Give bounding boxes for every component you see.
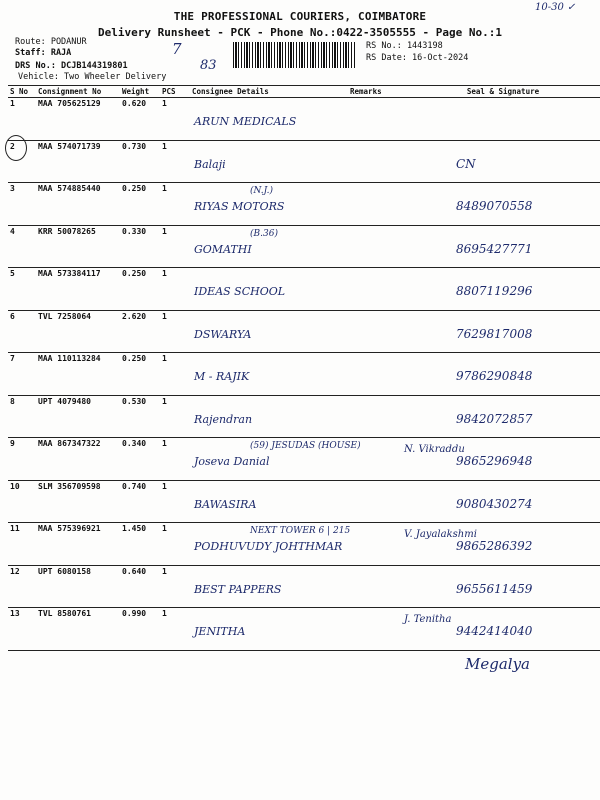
runsheet-subtitle: Delivery Runsheet - PCK - Phone No.:0422-3505555 - Page No.:1 bbox=[98, 26, 502, 39]
row-consignee-cell bbox=[190, 268, 348, 311]
rs-date: RS Date: 16-Oct-2024 bbox=[366, 53, 469, 63]
row-consignment-no: TVL 8580761 bbox=[36, 608, 120, 651]
recipient-signature: V. Jayalakshmi bbox=[404, 529, 477, 540]
row-weight: 1.450 bbox=[120, 523, 160, 566]
row-consignee-cell bbox=[190, 565, 348, 608]
table-row bbox=[8, 310, 600, 353]
row-remarks bbox=[348, 565, 396, 608]
row-consignee-cell bbox=[190, 353, 348, 396]
row-pcs: 1 bbox=[160, 183, 190, 226]
row-pcs: 1 bbox=[160, 480, 190, 523]
col-header-consignment: Consignment No bbox=[36, 86, 120, 98]
table-row bbox=[8, 480, 600, 523]
recipient-phone: 9442414040 bbox=[456, 624, 533, 638]
row-sno: 13 bbox=[8, 608, 36, 651]
staff-label: Staff: RAJA bbox=[15, 48, 72, 58]
row-remarks bbox=[348, 268, 396, 311]
col-header-signature: Seal & Signature bbox=[396, 86, 600, 98]
row-sno: 10 bbox=[8, 480, 36, 523]
row-consignee-cell bbox=[190, 98, 348, 141]
table-row bbox=[8, 395, 600, 438]
recipient-phone: 9080430274 bbox=[456, 496, 533, 511]
row-consignment-no: MAA 574071739 bbox=[36, 140, 120, 183]
row-pcs: 1 bbox=[160, 523, 190, 566]
row-pcs: 1 bbox=[160, 395, 190, 438]
row-remarks bbox=[348, 480, 396, 523]
table-header-row bbox=[8, 86, 600, 98]
consignee-name: RIYAS MOTORS bbox=[194, 200, 285, 213]
row-remarks bbox=[348, 608, 396, 651]
row-signature-cell bbox=[396, 140, 600, 183]
row-consignment-no: SLM 356709598 bbox=[36, 480, 120, 523]
row-2-circle-mark bbox=[5, 135, 27, 161]
row-signature-cell bbox=[396, 268, 600, 311]
recipient-phone: 9865286392 bbox=[456, 539, 533, 553]
row-remarks bbox=[348, 353, 396, 396]
row-pcs: 1 bbox=[160, 140, 190, 183]
row-remarks bbox=[348, 395, 396, 438]
footer-signature: Megalya bbox=[465, 655, 530, 673]
row-consignee-cell bbox=[190, 395, 348, 438]
rs-number: RS No.: 1443198 bbox=[366, 41, 443, 51]
recipient-phone: 8807119296 bbox=[456, 284, 533, 298]
drs-label: DRS No.: DCJB144319801 bbox=[15, 61, 128, 71]
row-weight: 0.330 bbox=[120, 225, 160, 268]
row-pcs: 1 bbox=[160, 565, 190, 608]
row-weight: 0.250 bbox=[120, 353, 160, 396]
row-consignee-cell bbox=[190, 480, 348, 523]
row-consignment-no: MAA 574885440 bbox=[36, 183, 120, 226]
row-weight: 0.640 bbox=[120, 565, 160, 608]
table-row bbox=[8, 608, 600, 651]
recipient-phone: 9655611459 bbox=[456, 581, 533, 596]
row-sno: 7 bbox=[8, 353, 36, 396]
row-signature-cell bbox=[396, 565, 600, 608]
barcode bbox=[233, 42, 355, 68]
row-pcs: 1 bbox=[160, 98, 190, 141]
table-row bbox=[8, 98, 600, 141]
row-signature-cell bbox=[396, 523, 600, 566]
consignee-name: JENITHA bbox=[194, 625, 246, 638]
table-row bbox=[8, 565, 600, 608]
company-title: THE PROFESSIONAL COURIERS, COIMBATORE bbox=[173, 10, 427, 23]
runsheet-table bbox=[8, 85, 600, 651]
row-pcs: 1 bbox=[160, 608, 190, 651]
row-consignment-no: MAA 705625129 bbox=[36, 98, 120, 141]
consignee-note: NEXT TOWER 6 | 215 bbox=[250, 526, 351, 536]
row-consignment-no: UPT 6080158 bbox=[36, 565, 120, 608]
row-consignee-cell bbox=[190, 183, 348, 226]
table-row bbox=[8, 225, 600, 268]
row-consignee-cell bbox=[190, 310, 348, 353]
row-pcs: 1 bbox=[160, 225, 190, 268]
consignee-name: IDEAS SCHOOL bbox=[194, 285, 286, 298]
recipient-phone: 9865296948 bbox=[456, 454, 533, 468]
row-weight: 0.730 bbox=[120, 140, 160, 183]
recipient-phone: 8489070558 bbox=[456, 199, 533, 213]
row-weight: 0.340 bbox=[120, 438, 160, 481]
consignee-name: Rajendran bbox=[194, 412, 253, 426]
recipient-phone: 9786290848 bbox=[456, 369, 533, 383]
row-consignee-cell bbox=[190, 140, 348, 183]
row-sno: 9 bbox=[8, 438, 36, 481]
row-sno: 12 bbox=[8, 565, 36, 608]
row-sno: 5 bbox=[8, 268, 36, 311]
table-row bbox=[8, 438, 600, 481]
recipient-phone: 9842072857 bbox=[456, 411, 533, 426]
row-signature-cell bbox=[396, 395, 600, 438]
row-consignee-cell bbox=[190, 438, 361, 481]
row-pcs: 1 bbox=[160, 438, 190, 481]
consignee-name: Balaji bbox=[194, 157, 226, 171]
recipient-phone: 8695427771 bbox=[456, 241, 533, 256]
row-sno: 6 bbox=[8, 310, 36, 353]
consignee-name: BAWASIRA bbox=[194, 497, 257, 511]
consignee-name: GOMATHI bbox=[194, 242, 252, 256]
row-sno: 11 bbox=[8, 523, 36, 566]
consignee-name: M - RAJIK bbox=[194, 370, 250, 383]
recipient-signature: J. Tenitha bbox=[404, 614, 452, 625]
col-header-remarks: Remarks bbox=[348, 86, 396, 98]
consignee-note: (B.36) bbox=[250, 228, 278, 239]
table-row bbox=[8, 268, 600, 311]
row-weight: 0.250 bbox=[120, 183, 160, 226]
col-header-consignee: Consignee Details bbox=[190, 86, 348, 98]
recipient-phone: CN bbox=[456, 156, 476, 171]
consignee-name: DSWARYA bbox=[194, 327, 252, 341]
row-remarks bbox=[348, 98, 396, 141]
handwritten-number-83: 83 bbox=[200, 58, 217, 73]
row-remarks bbox=[348, 183, 396, 226]
row-weight: 0.250 bbox=[120, 268, 160, 311]
row-pcs: 1 bbox=[160, 268, 190, 311]
col-header-pcs: PCS bbox=[160, 86, 190, 98]
row-consignment-no: KRR 50078265 bbox=[36, 225, 120, 268]
row-pcs: 1 bbox=[160, 353, 190, 396]
row-signature-cell bbox=[396, 183, 600, 226]
row-sno: 4 bbox=[8, 225, 36, 268]
handwritten-time-note: 10-30 ✓ bbox=[535, 2, 576, 13]
route-label: Route: PODANUR bbox=[15, 37, 87, 47]
row-remarks bbox=[348, 310, 396, 353]
row-consignment-no: TVL 7258064 bbox=[36, 310, 120, 353]
row-weight: 0.990 bbox=[120, 608, 160, 651]
table-row bbox=[8, 353, 600, 396]
row-signature-cell bbox=[396, 608, 600, 651]
row-consignment-no: MAA 110113284 bbox=[36, 353, 120, 396]
row-consignee-cell bbox=[190, 608, 348, 651]
row-signature-cell bbox=[396, 353, 600, 396]
consignee-name: BEST PAPPERS bbox=[194, 582, 282, 596]
row-consignment-no: MAA 573384117 bbox=[36, 268, 120, 311]
row-pcs: 1 bbox=[160, 310, 190, 353]
row-sno: 1 bbox=[8, 98, 36, 141]
table-row bbox=[8, 140, 600, 183]
recipient-signature: N. Vikraddu bbox=[404, 444, 465, 455]
table-row bbox=[8, 523, 600, 566]
col-header-sno: S No bbox=[8, 86, 36, 98]
row-signature-cell bbox=[396, 438, 600, 481]
table-row bbox=[8, 183, 600, 226]
row-weight: 0.530 bbox=[120, 395, 160, 438]
vehicle-label: Vehicle: Two Wheeler Delivery bbox=[18, 72, 167, 82]
consignee-note: (N.J.) bbox=[250, 186, 273, 196]
row-remarks bbox=[348, 523, 396, 566]
row-consignee-cell bbox=[190, 523, 351, 566]
row-sno: 2 bbox=[8, 140, 36, 183]
consignee-name: Joseva Danial bbox=[194, 455, 270, 468]
row-signature-cell bbox=[396, 225, 600, 268]
row-remarks bbox=[348, 225, 396, 268]
row-consignment-no: MAA 867347322 bbox=[36, 438, 120, 481]
row-weight: 0.620 bbox=[120, 98, 160, 141]
row-consignment-no: MAA 575396921 bbox=[36, 523, 120, 566]
row-weight: 2.620 bbox=[120, 310, 160, 353]
recipient-phone: 7629817008 bbox=[456, 326, 533, 341]
consignee-name: ARUN MEDICALS bbox=[194, 115, 297, 128]
consignee-note: (59) JESUDAS (HOUSE) bbox=[250, 441, 361, 451]
consignee-name: PODHUVUDY JOHTHMAR bbox=[194, 540, 343, 553]
row-remarks bbox=[348, 140, 396, 183]
row-weight: 0.740 bbox=[120, 480, 160, 523]
row-consignee-cell bbox=[190, 225, 348, 268]
row-sno: 3 bbox=[8, 183, 36, 226]
row-signature-cell bbox=[396, 480, 600, 523]
handwritten-number-7: 7 bbox=[172, 40, 182, 58]
row-consignment-no: UPT 4079480 bbox=[36, 395, 120, 438]
row-sno: 8 bbox=[8, 395, 36, 438]
col-header-weight: Weight bbox=[120, 86, 160, 98]
row-remarks bbox=[348, 438, 396, 481]
row-signature-cell bbox=[396, 310, 600, 353]
row-signature-cell bbox=[396, 98, 600, 141]
